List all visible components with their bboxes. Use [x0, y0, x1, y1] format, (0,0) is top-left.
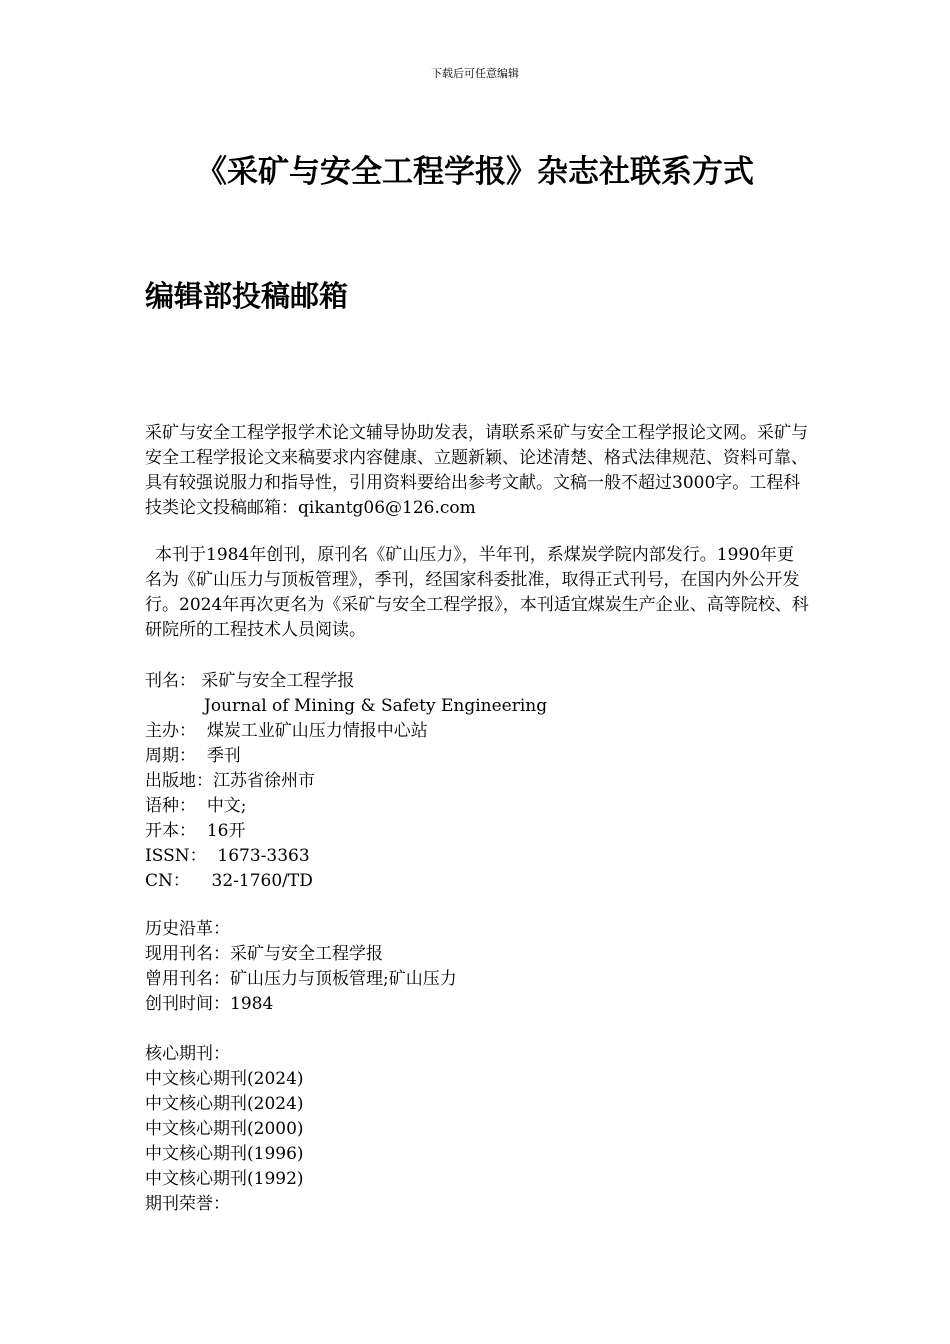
sponsor-row — [145, 719, 810, 744]
core-journal-item: 中文核心期刊(2024) — [145, 1094, 304, 1114]
former-names: 曾用刊名：矿山压力与顶板管理;矿山压力 — [145, 969, 457, 989]
core-journal-heading: 核心期刊： — [145, 1044, 230, 1064]
language-value: 中文; — [206, 796, 247, 816]
history-heading: 历史沿革： — [145, 919, 230, 939]
cn-value: 32-1760/TD — [211, 871, 313, 891]
history-section — [145, 917, 810, 1017]
journal-name-value: 采矿与安全工程学报 — [201, 671, 355, 691]
period-row — [145, 744, 810, 769]
history-paragraph: 本刊于1984年创刊，原刊名《矿山压力》，半年刊，系煤炭学院内部发行。1990年更名为《矿山压力与顶板管理》，季刊，经国家科委批准，取得正式刊号，在国内外公开发行。2024年再次更名为《采矿与安全工程学报》，本刊适宜煤炭生产企业、高等院校、科研院所的工程技术人员阅读。 — [145, 545, 809, 640]
honors-heading: 期刊荣誉： — [145, 1194, 230, 1214]
place-value: 江苏省徐州市 — [213, 771, 315, 791]
journal-name-row — [145, 669, 810, 694]
journal-info-list — [145, 669, 810, 894]
format-label: 开本： — [145, 821, 196, 841]
section-heading: 编辑部投稿邮箱 — [145, 279, 349, 313]
period-label: 周期： — [145, 746, 196, 766]
cn-row — [145, 869, 810, 894]
page-title: 《采矿与安全工程学报》杂志社联系方式 — [196, 154, 754, 190]
format-row — [145, 819, 810, 844]
intro-paragraph: 采矿与安全工程学报学术论文辅导协助发表，请联系采矿与安全工程学报论文网。采矿与安全工程学报论文来稿要求内容健康、立题新颖、论述清楚、格式法律规范、资料可靠、具有较强说服力和指导性，引用资料要给出参考文献。文稿一般不超过3000字。工程科技类论文投稿邮箱：qikantg06@126.com — [145, 423, 808, 518]
founded-date: 创刊时间：1984 — [145, 994, 274, 1014]
header-note: 下载后可任意编辑 — [431, 67, 519, 80]
core-journal-item: 中文核心期刊(1992) — [145, 1169, 304, 1189]
journal-name-label: 刊名： — [145, 671, 196, 691]
issn-value: 1673-3363 — [217, 846, 310, 866]
journal-english-name: Journal of Mining & Safety Engineering — [204, 696, 548, 716]
language-label: 语种： — [145, 796, 196, 816]
place-row — [145, 769, 810, 794]
core-journal-item: 中文核心期刊(2000) — [145, 1119, 304, 1139]
core-journal-section — [145, 1042, 810, 1217]
format-value: 16开 — [206, 821, 246, 841]
issn-row — [145, 844, 810, 869]
language-row — [145, 794, 810, 819]
cn-label: CN： — [145, 871, 190, 891]
core-journal-item: 中文核心期刊(1996) — [145, 1144, 304, 1164]
current-name: 现用刊名：采矿与安全工程学报 — [145, 944, 383, 964]
issn-label: ISSN： — [145, 846, 207, 866]
core-journal-item: 中文核心期刊(2024) — [145, 1069, 304, 1089]
place-label: 出版地： — [145, 771, 213, 791]
sponsor-value: 煤炭工业矿山压力情报中心站 — [206, 721, 428, 741]
sponsor-label: 主办： — [145, 721, 196, 741]
period-value: 季刊 — [206, 746, 241, 766]
